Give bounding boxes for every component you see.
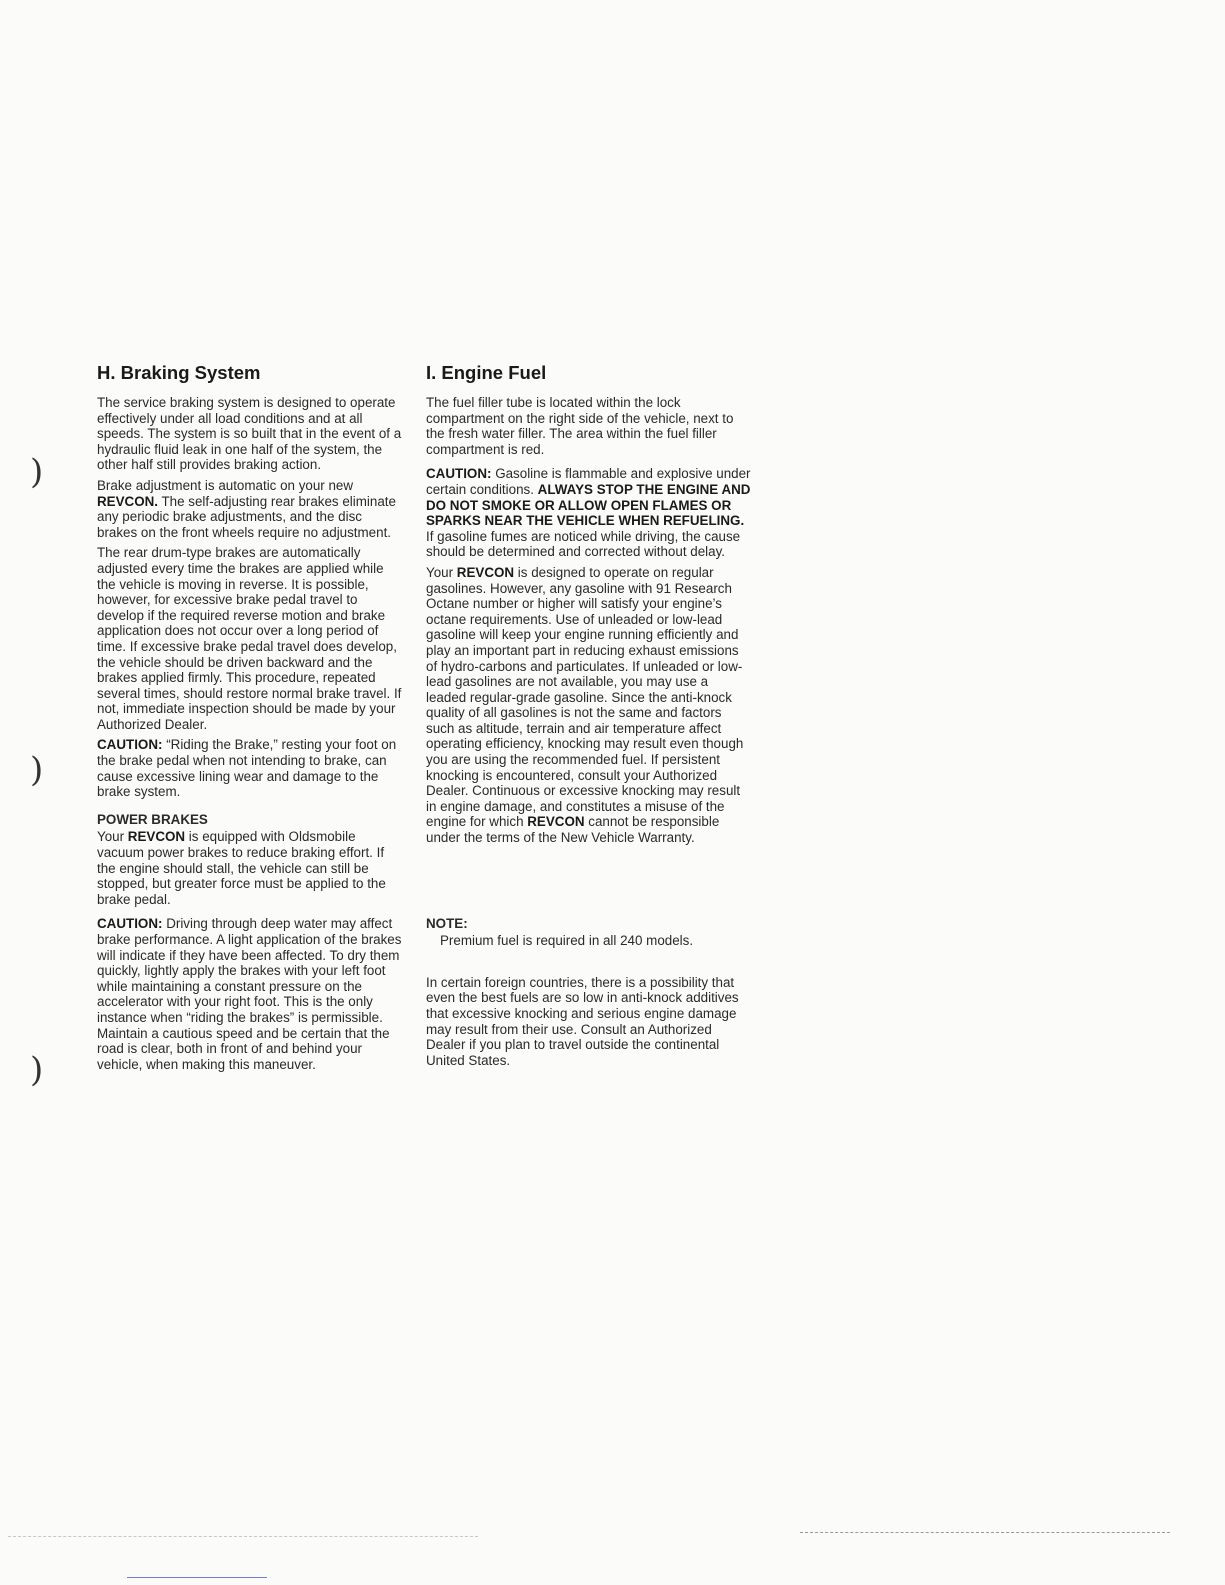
fuel-caution xyxy=(426,466,751,560)
text-run: Driving through deep water may affect brake performance. A light application of the brakes will indicate if they have been affected. To dry them quickly, lightly apply the brakes with your left foot while maintaining a constant pressure on the accelerator with your right foot. This is the only instance when “riding the brakes” is permissible. Maintain a cautious speed and be certain that the road is clear, both in front of and behind your vehicle, when making this maneuver. xyxy=(97,916,402,1072)
text-run: cannot be responsible under the terms of the New Vehicle Warranty. xyxy=(426,814,720,846)
caution-label: CAUTION: xyxy=(97,737,163,753)
page-edge-line-right xyxy=(800,1532,1170,1533)
brand-name: REVCON xyxy=(127,829,186,845)
power-brakes-heading: POWER BRAKES xyxy=(97,811,208,827)
brand-name: REVCON xyxy=(456,564,515,580)
power-brakes-paragraph xyxy=(97,829,402,907)
braking-heading: H. Braking System xyxy=(97,362,261,383)
text-run: Your xyxy=(97,829,128,845)
text-run: Your xyxy=(426,564,457,580)
text-run: The self-adjusting rear brakes eliminate any periodic brake adjustments, and the disc brakes on the front wheels require no adjustment. xyxy=(97,493,396,540)
caution-label: CAUTION: xyxy=(97,916,163,932)
text-run: is designed to operate on regular gasolines. However, any gasoline with 91 Research Octane number or higher will satisfy your engine’s octane requirements. Use of unleaded or low-lead gasoline will keep your engine running efficiently and play an important part in reducing exhaust emissions of hydro-carbons and particulates. If unleaded or low-lead gasolines are not available, you may use a leaded regular-grade gasoline. Since the anti-knock quality of all gasolines is not the same and factors such as altitude, terrain and air temperature affect operating efficiency, knocking may result even though you are using the recommended fuel. If persistent knocking is encountered, consult your Authorized Dealer. Continuous or excessive knocking may result in engine damage, and constitutes a misuse of the engine for which xyxy=(426,564,744,830)
braking-section xyxy=(97,362,402,1077)
binding-mark-top: ) xyxy=(30,452,44,492)
fuel-paragraph-4: In certain foreign countries, there is a possibility that even the best fuels are so low in anti-knock additives that excessive knocking and serious engine damage may result from their use. Consult an Authorized Dealer if you plan to travel outside the continental United States. xyxy=(426,974,739,1068)
braking-caution-1 xyxy=(97,737,402,799)
binding-mark-bottom: ) xyxy=(30,1050,44,1090)
note-text: Premium fuel is required in all 240 models. xyxy=(440,933,694,949)
page-bottom-rule xyxy=(127,1577,267,1578)
caution-warning: ALWAYS STOP THE ENGINE AND DO NOT SMOKE OR ALLOW OPEN FLAMES OR SPARKS NEAR THE VEHICLE WHEN REFUELING. xyxy=(426,481,751,529)
note-label: NOTE: xyxy=(426,915,468,931)
braking-caution-2 xyxy=(97,916,402,1072)
page-edge-line-left xyxy=(8,1536,478,1537)
fuel-paragraph-1: The fuel filler tube is located within the lock compartment on the right side of the vehicle, next to the fresh water filler. The area within the fuel filler compartment is red. xyxy=(426,395,734,457)
binding-mark-middle: ) xyxy=(30,750,44,790)
braking-paragraph-1: The service braking system is designed to operate effectively under all load conditions and at all speeds. The system is so built that in the event of a hydraulic fluid leak in one half of the system, the other half still provides braking action. xyxy=(97,395,402,473)
braking-paragraph-3: The rear drum-type brakes are automatically adjusted every time the brakes are applied while the vehicle is moving in reverse. It is possible, however, for excessive brake pedal travel to develop if the required reverse motion and brake application does not occur over a long period of time. If excessive brake pedal travel does develop, the vehicle should be driven backward and the brakes applied firmly. This procedure, repeated several times, should restore normal brake travel. If not, immediate inspection should be made by your Authorized Dealer. xyxy=(97,545,402,732)
brand-name: REVCON xyxy=(527,814,585,830)
fuel-paragraph-3 xyxy=(426,565,751,846)
text-run: Brake adjustment is automatic on your new xyxy=(97,477,354,493)
fuel-section xyxy=(426,362,751,1073)
text-run: Gasoline is flammable and explosive under certain conditions. xyxy=(426,466,751,497)
fuel-note xyxy=(426,916,751,949)
caution-label: CAUTION: xyxy=(426,466,492,482)
text-run: “Riding the Brake,” resting your foot on the brake pedal when not intending to brake, can cause excessive lining wear and damage to the brake system. xyxy=(97,737,397,800)
braking-paragraph-2 xyxy=(97,478,402,540)
text-run: is equipped with Oldsmobile vacuum power brakes to reduce braking effort. If the engine should stall, the vehicle can still be stopped, but greater force must be applied to the brake pedal. xyxy=(97,829,386,907)
text-run: If gasoline fumes are noticed while driving, the cause should be determined and corrected without delay. xyxy=(426,528,741,560)
fuel-heading: I. Engine Fuel xyxy=(426,362,547,383)
brand-name: REVCON. xyxy=(97,493,159,509)
